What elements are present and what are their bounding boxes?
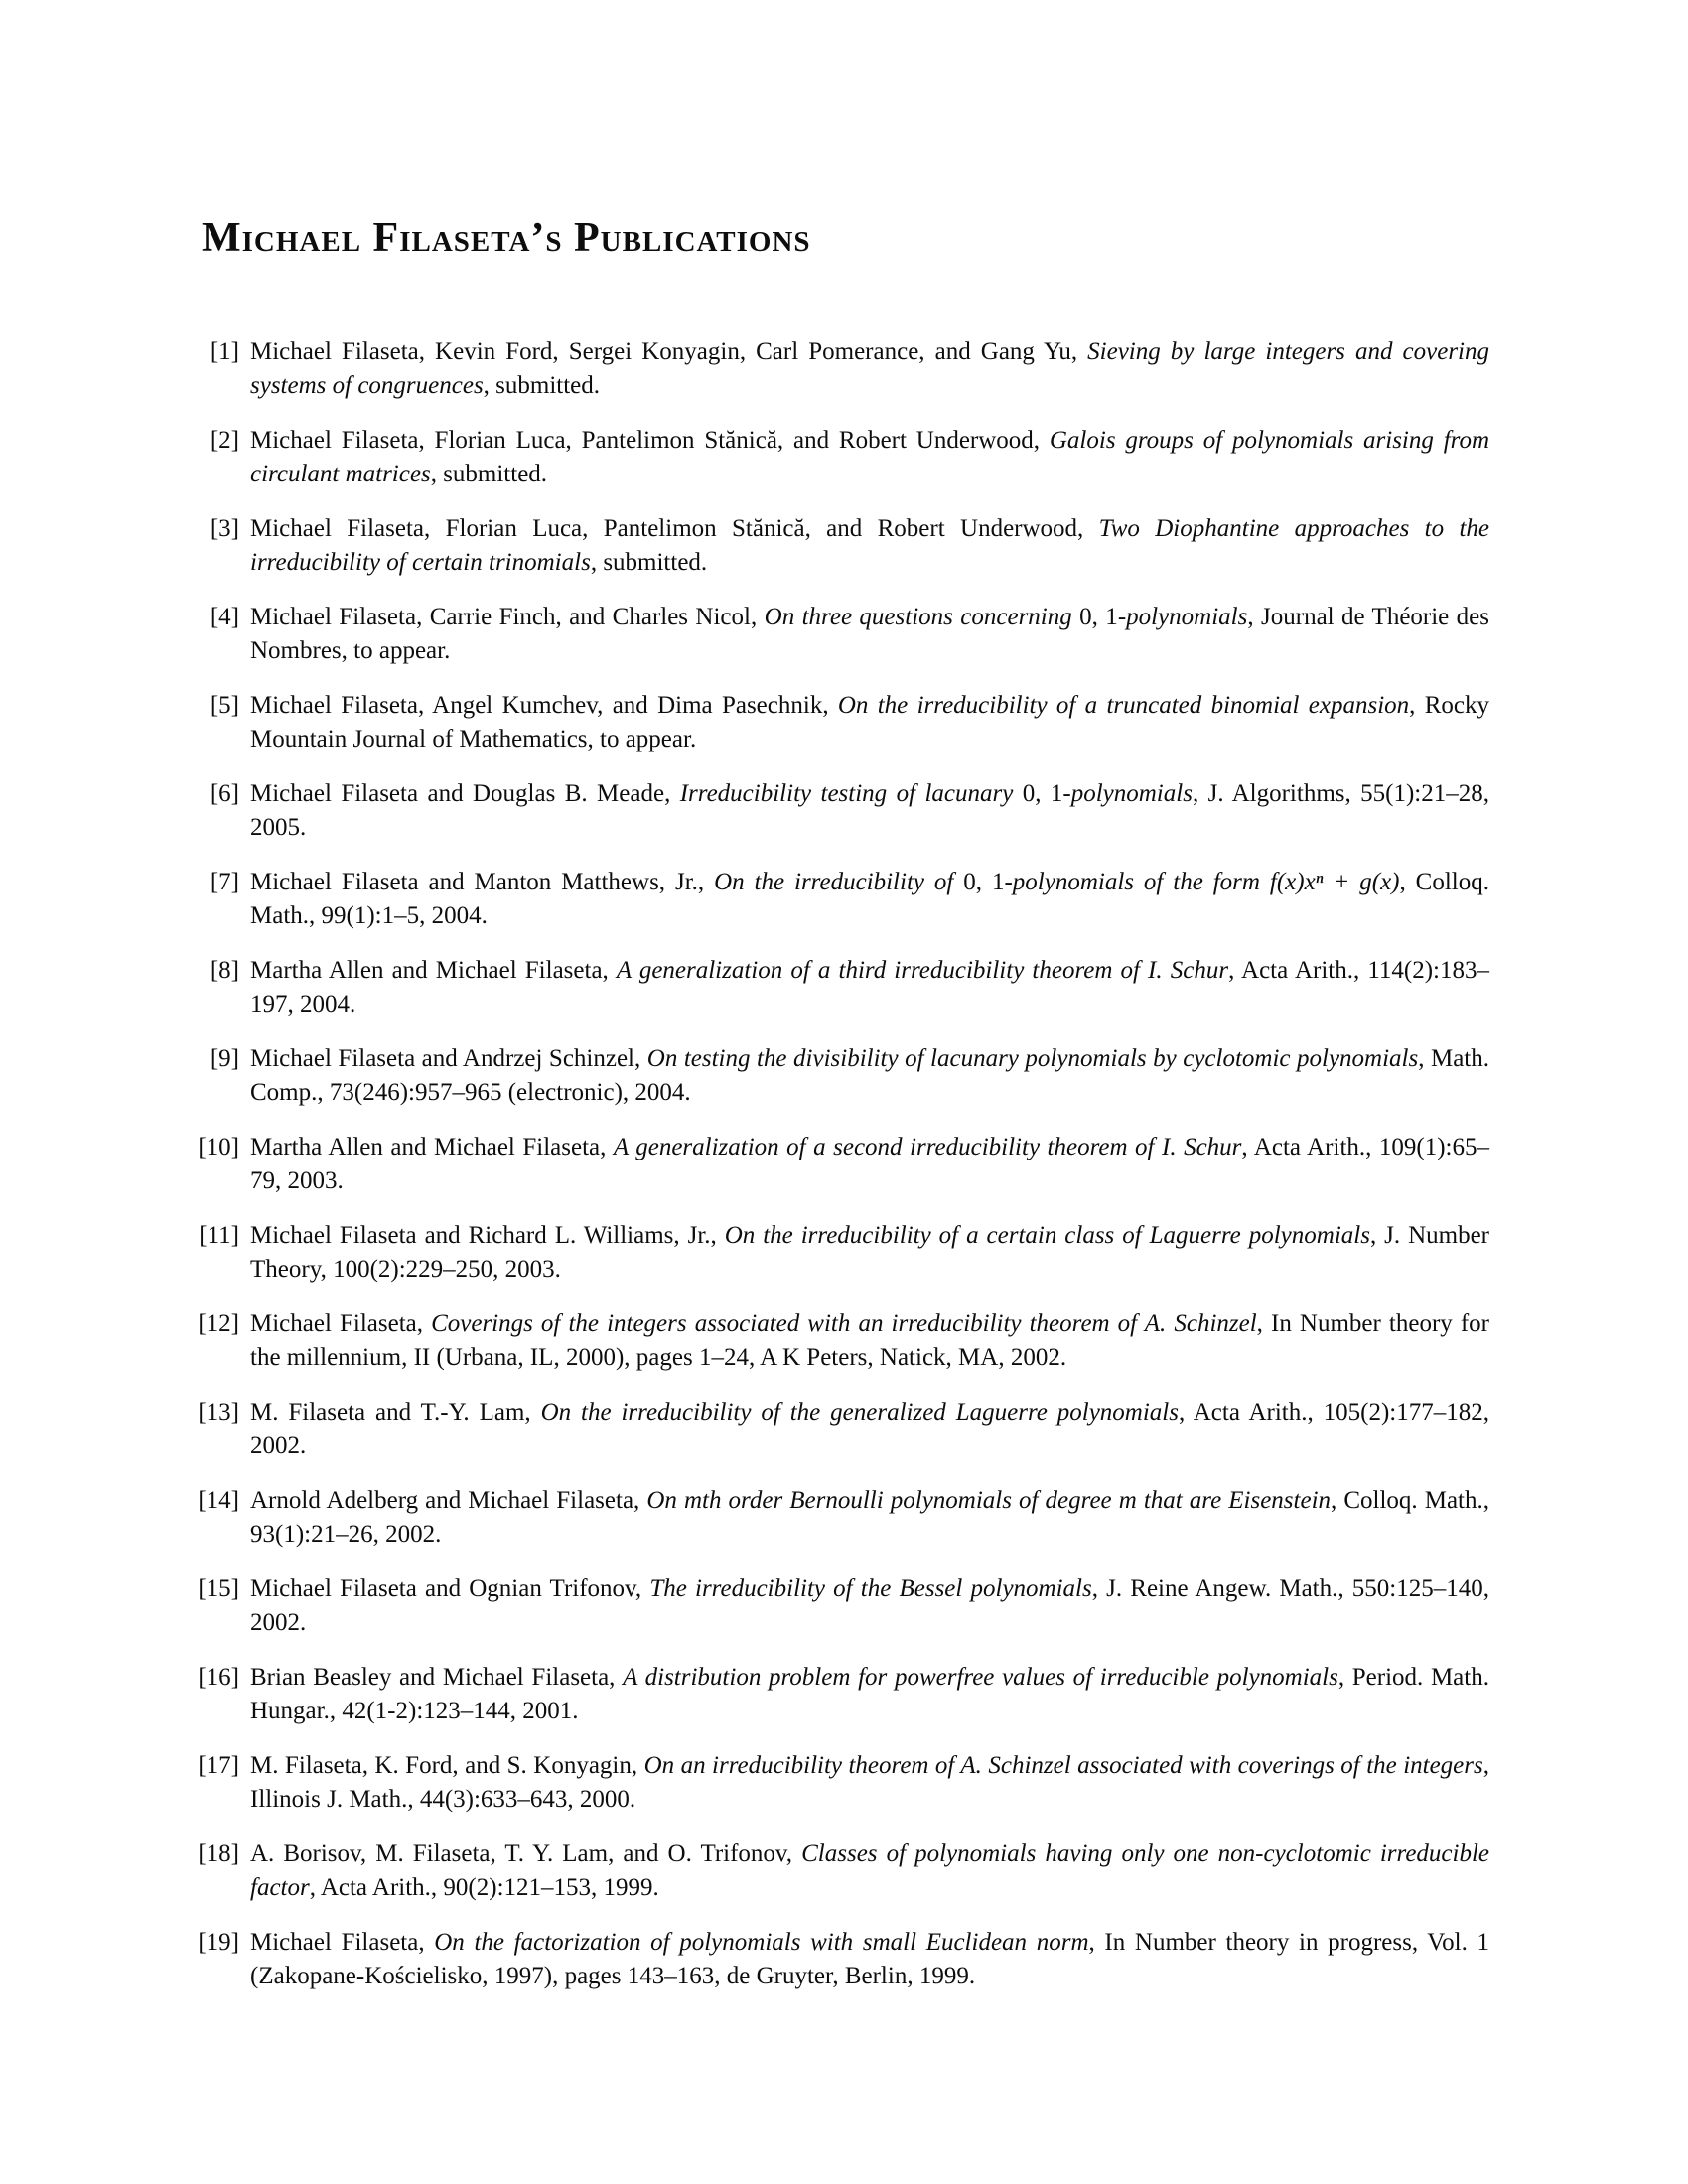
reference-text-segment: Michael Filaseta, Florian Luca, Pantelimon Stănică, and Robert Underwood, (250, 515, 1099, 542)
reference-list (198, 336, 1490, 2014)
reference-text-segment: that are Eisenstein (1136, 1487, 1332, 1514)
reference-text-segment: , J. Number Theory, 100(2):229–250, 2003. (250, 1222, 1489, 1283)
reference-text-segment: , Illinois J. Math., 44(3):633–643, 2000. (250, 1752, 1489, 1813)
reference-text-segment: , Journal de Théorie des Nombres, to appear. (250, 604, 1490, 664)
reference-item (198, 1749, 1489, 1817)
reference-label: [2] (210, 427, 239, 454)
reference-label: [9] (210, 1045, 239, 1072)
page-title: Michael Filaseta’s Publications (202, 215, 811, 262)
reference-text (250, 1310, 1489, 1371)
reference-label: [15] (198, 1575, 239, 1602)
reference-text (250, 427, 1489, 487)
reference-text-segment: Two Diophantine approaches to the irreducibility of certain trinomials (250, 515, 1490, 576)
reference-label: [11] (199, 1222, 239, 1249)
reference-text-segment: On an irreducibility theorem of A. Schinzel associated with coverings of the integers (643, 1752, 1483, 1779)
reference-text-segment: A. Borisov, M. Filaseta, T. Y. Lam, and O. Trifonov, (250, 1841, 802, 1867)
reference-text (250, 1134, 1489, 1194)
reference-text (250, 515, 1489, 576)
reference-text (250, 957, 1489, 1018)
reference-text (250, 1752, 1489, 1813)
reference-text-segment: , Colloq. Math., 99(1):1–5, 2004. (250, 869, 1489, 929)
reference-item (198, 1484, 1489, 1552)
reference-text-segment: , Math. Comp., 73(246):957–965 (electronic), 2004. (250, 1045, 1489, 1106)
reference-text-segment: , Acta Arith., 105(2):177–182, 2002. (250, 1399, 1489, 1459)
reference-text-segment: Sieving by large integers and covering systems of congruences (250, 339, 1489, 399)
reference-label: [4] (210, 604, 239, 630)
reference-text-segment: , Rocky Mountain Journal of Mathematics, to appear. (250, 692, 1489, 752)
reference-item (198, 1572, 1489, 1640)
reference-text-segment: Michael Filaseta and Douglas B. Meade, (250, 780, 680, 807)
reference-text (250, 604, 1489, 664)
reference-label: [6] (210, 780, 239, 807)
reference-text-segment: , Colloq. Math., 93(1):21–26, 2002. (250, 1487, 1489, 1548)
reference-text-segment: Arnold Adelberg and Michael Filaseta, (250, 1487, 647, 1514)
reference-text-segment: , Period. Math. Hungar., 42(1-2):123–144, 2001. (250, 1664, 1489, 1724)
reference-item (198, 1131, 1489, 1198)
reference-text-segment: Michael Filaseta and Andrzej Schinzel, (250, 1045, 647, 1072)
reference-text-segment: f(x)xⁿ + g(x) (1269, 869, 1400, 895)
reference-item (198, 1926, 1489, 1993)
reference-label: [19] (198, 1929, 239, 1956)
reference-text-segment: -polynomials (1062, 780, 1193, 807)
reference-text-segment: Galois groups of polynomials arising from circulant matrices (250, 427, 1489, 487)
reference-text-segment: Michael Filaseta, Carrie Finch, and Charles Nicol, (250, 604, 765, 630)
reference-label: [12] (198, 1310, 239, 1337)
reference-item (210, 336, 1489, 403)
reference-text-segment: Coverings of the integers associated with an irreducibility theorem of A. Schinzel (431, 1310, 1257, 1337)
reference-text-segment: A distribution problem for powerfree values of irreducible polynomials (623, 1664, 1338, 1691)
reference-item (210, 689, 1489, 756)
reference-text (250, 780, 1489, 841)
reference-label: [17] (198, 1752, 239, 1779)
reference-text-segment: , submitted. (483, 372, 601, 399)
reference-text-segment: Michael Filaseta and Manton Matthews, Jr., (250, 869, 715, 895)
reference-text-segment: 0, 1 (1022, 780, 1063, 807)
reference-text-segment: Michael Filaseta and Ognian Trifonov, (250, 1575, 650, 1602)
reference-label: [5] (210, 692, 239, 719)
reference-text (250, 1399, 1489, 1459)
reference-text (250, 1222, 1489, 1283)
reference-text-segment: m (683, 1487, 703, 1514)
reference-text-segment: The irreducibility of the Bessel polynomials (649, 1575, 1092, 1602)
reference-text-segment: , In Number theory in progress, Vol. 1 (Zakopane-Kościelisko, 1997), pages 143–163, de Gruyter, Berlin, 1999. (250, 1929, 1489, 1989)
reference-text-segment: Michael Filaseta, Florian Luca, Pantelimon Stănică, and Robert Underwood, (250, 427, 1050, 454)
reference-text (250, 1045, 1489, 1106)
reference-text-segment: Brian Beasley and Michael Filaseta, (250, 1664, 624, 1691)
reference-text (250, 1575, 1489, 1636)
reference-text-segment: -polynomials of the form (1004, 869, 1270, 895)
reference-text-segment: 0, 1 (963, 869, 1005, 895)
reference-item (210, 424, 1489, 491)
reference-text-segment: 0, 1 (1079, 604, 1118, 630)
reference-text-segment: Michael Filaseta, (250, 1929, 435, 1956)
reference-text-segment: On the irreducibility of a certain class of Laguerre polynomials (724, 1222, 1370, 1249)
reference-text-segment: , Acta Arith., 90(2):121–153, 1999. (309, 1874, 659, 1901)
reference-text-segment: Michael Filaseta, (250, 1310, 432, 1337)
reference-label: [3] (210, 515, 239, 542)
reference-text-segment: A generalization of a second irreducibility theorem of I. Schur (613, 1134, 1242, 1160)
reference-text-segment: On the irreducibility of the generalized Laguerre polynomials (540, 1399, 1179, 1426)
reference-label: [7] (210, 869, 239, 895)
reference-text-segment: , Acta Arith., 114(2):183–197, 2004. (250, 957, 1489, 1018)
reference-text-segment: , Acta Arith., 109(1):65–79, 2003. (250, 1134, 1489, 1194)
reference-item (210, 777, 1489, 845)
reference-text-segment: , submitted. (590, 549, 708, 576)
reference-text (250, 692, 1489, 752)
reference-label: [8] (210, 957, 239, 984)
reference-text-segment: On the factorization of polynomials with small Euclidean norm (434, 1929, 1089, 1956)
reference-text-segment: On (646, 1487, 684, 1514)
reference-item (210, 601, 1490, 668)
reference-text-segment: Michael Filaseta, Kevin Ford, Sergei Konyagin, Carl Pomerance, and Gang Yu, (250, 339, 1088, 365)
reference-text-segment: Michael Filaseta, Angel Kumchev, and Dima Pasechnik, (250, 692, 838, 719)
reference-item (210, 866, 1489, 933)
reference-text-segment: Martha Allen and Michael Filaseta, (250, 957, 617, 984)
reference-label: [18] (198, 1841, 239, 1867)
reference-text (250, 1929, 1489, 1989)
reference-text-segment: M. Filaseta, K. Ford, and S. Konyagin, (250, 1752, 644, 1779)
reference-item (198, 1661, 1489, 1728)
reference-text-segment: Martha Allen and Michael Filaseta, (250, 1134, 614, 1160)
reference-text-segment: Michael Filaseta and Richard L. Williams, Jr., (250, 1222, 725, 1249)
reference-text-segment: On the irreducibility of a truncated binomial expansion (837, 692, 1410, 719)
reference-text (250, 1487, 1489, 1548)
reference-text-segment: th order Bernoulli polynomials of degree (702, 1487, 1119, 1514)
reference-text (250, 1841, 1489, 1901)
reference-text-segment: , J. Algorithms, 55(1):21–28, 2005. (250, 780, 1489, 841)
reference-text-segment: Classes of polynomials having only one non-cyclotomic irreducible factor (250, 1841, 1489, 1901)
reference-label: [14] (198, 1487, 239, 1514)
reference-item (199, 1219, 1489, 1287)
reference-item (198, 1396, 1489, 1463)
reference-text-segment: , J. Reine Angew. Math., 550:125–140, 2002. (250, 1575, 1489, 1636)
reference-label: [1] (210, 339, 239, 365)
reference-text-segment: A generalization of a third irreducibility theorem of I. Schur (616, 957, 1229, 984)
reference-text-segment: -polynomials (1117, 604, 1248, 630)
reference-text-segment: , In Number theory for the millennium, II (Urbana, IL, 2000), pages 1–24, A K Peters, Natick, MA, 2002. (250, 1310, 1489, 1371)
reference-text-segment: m (1118, 1487, 1137, 1514)
reference-text (250, 1664, 1489, 1724)
reference-label: [13] (198, 1399, 239, 1426)
reference-item (198, 1838, 1489, 1905)
reference-text (250, 869, 1489, 929)
reference-text-segment: On three questions concerning (764, 604, 1080, 630)
reference-text-segment: , submitted. (430, 461, 548, 487)
reference-item (210, 954, 1489, 1022)
reference-text-segment: Irreducibility testing of lacunary (679, 780, 1023, 807)
reference-item (198, 1307, 1489, 1375)
reference-item (210, 512, 1490, 580)
reference-text-segment: M. Filaseta and T.-Y. Lam, (250, 1399, 541, 1426)
reference-text-segment: On the irreducibility of (714, 869, 964, 895)
reference-text-segment: On testing the divisibility of lacunary polynomials by cyclotomic polynomials (646, 1045, 1419, 1072)
reference-item (210, 1042, 1489, 1110)
reference-label: [10] (198, 1134, 239, 1160)
reference-text (250, 339, 1489, 399)
reference-label: [16] (198, 1664, 239, 1691)
